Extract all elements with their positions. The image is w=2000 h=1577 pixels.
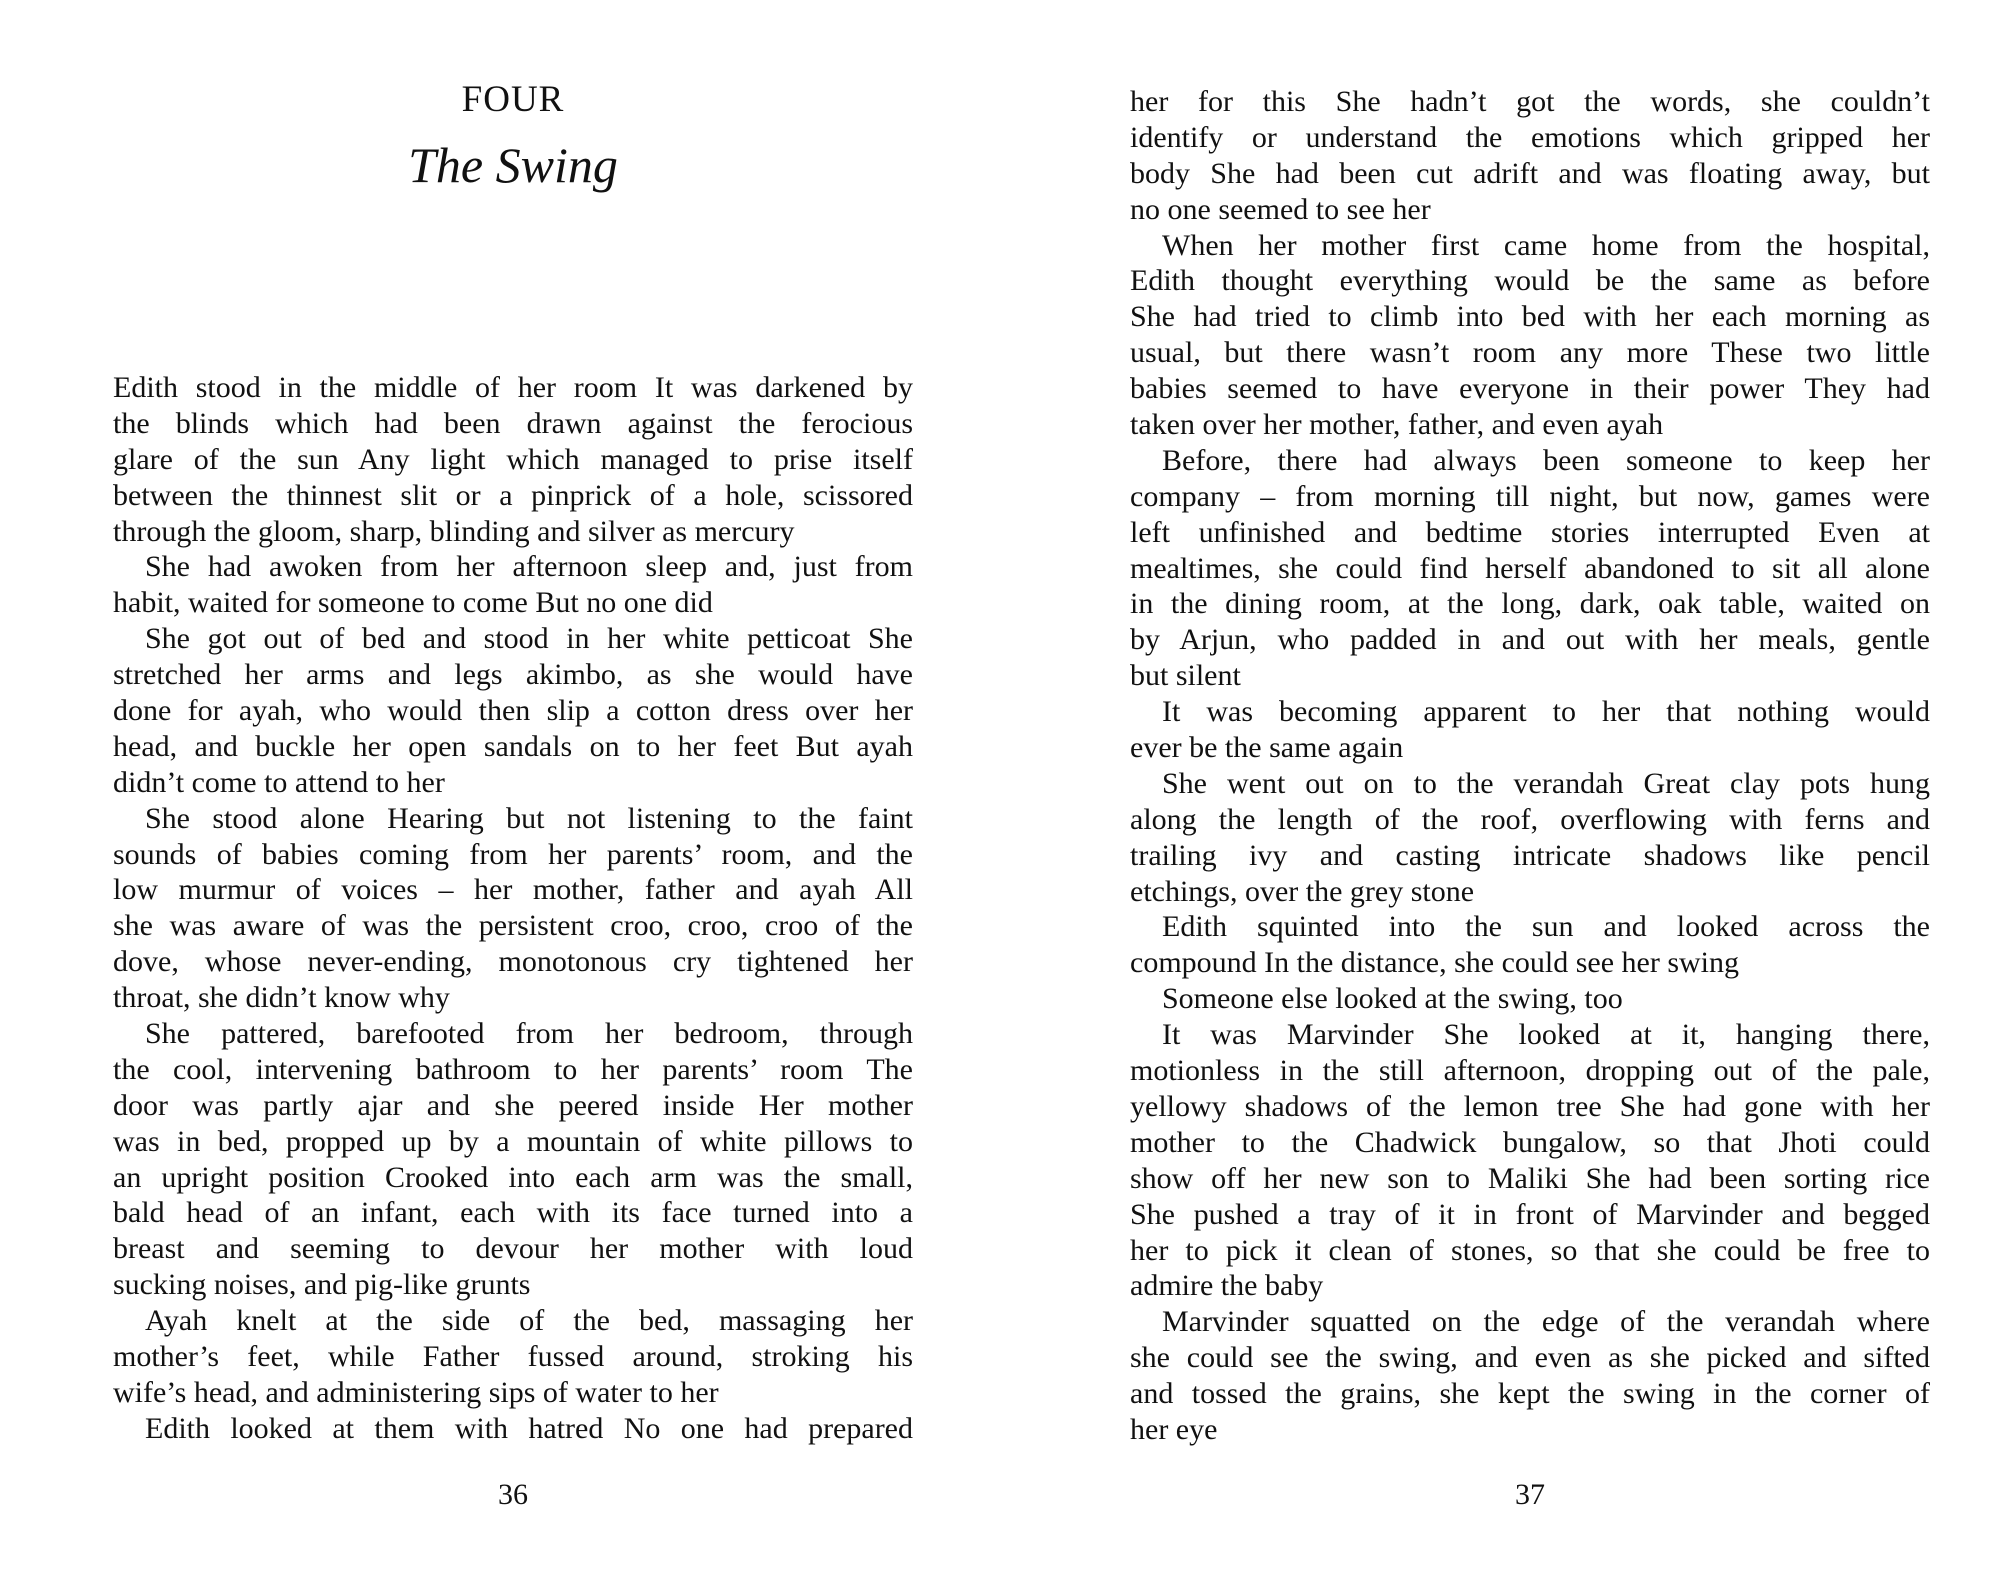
text-line: She had tried to climb into bed with her each morning as — [1130, 300, 1930, 334]
text-line: Someone else looked at the swing, too — [1162, 982, 1623, 1016]
text-line: wife’s head, and administering sips of water to her — [113, 1375, 719, 1409]
text-line: her eye — [1130, 1412, 1218, 1446]
text-line: bald head of an infant, each with its face turned into a — [113, 1196, 913, 1230]
text-line: motionless in the still afternoon, dropping out of the pale, — [1130, 1054, 1930, 1088]
text-line: sucking noises, and pig-like grunts — [113, 1268, 531, 1302]
right-body-text — [1130, 84, 1930, 1448]
left-page — [113, 0, 913, 1577]
text-line: the cool, intervening bathroom to her parents’ room The — [113, 1052, 913, 1086]
text-line: Edith thought everything would be the same as before — [1130, 264, 1930, 298]
text-line: babies seemed to have everyone in their power They had — [1130, 372, 1930, 406]
text-line: her to pick it clean of stones, so that she could be free to — [1130, 1233, 1930, 1267]
text-line: admire the baby — [1130, 1269, 1324, 1303]
text-line: mother to the Chadwick bungalow, so that Jhoti could — [1130, 1125, 1930, 1159]
text-line: dove, whose never-ending, monotonous cry tightened her — [113, 945, 913, 979]
text-line: Edith stood in the middle of her room It was darkened by — [113, 371, 913, 404]
text-line: she could see the swing, and even as she picked and sifted — [1130, 1341, 1930, 1375]
text-line: breast and seeming to devour her mother with loud — [113, 1232, 913, 1266]
text-line: taken over her mother, father, and even ayah — [1130, 408, 1664, 442]
text-line: along the length of the roof, overflowing with ferns and — [1130, 802, 1930, 836]
text-line: compound In the distance, she could see her swing — [1130, 946, 1740, 980]
right-page-number: 37 — [1515, 1478, 1545, 1511]
text-line: but silent — [1130, 659, 1241, 693]
text-line: head, and buckle her open sandals on to her feet But ayah — [113, 729, 913, 763]
text-line: body She had been cut adrift and was floating away, but — [1130, 156, 1930, 190]
text-line: Edith looked at them with hatred No one had prepared — [145, 1411, 913, 1445]
text-line: sounds of babies coming from her parents’ room, and the — [113, 837, 913, 871]
text-line: in the dining room, at the long, dark, oak table, waited on — [1130, 587, 1930, 621]
text-line: by Arjun, who padded in and out with her meals, gentle — [1130, 623, 1930, 657]
left-page-number: 36 — [498, 1478, 528, 1511]
text-line: It was Marvinder She looked at it, hanging there, — [1162, 1018, 1930, 1052]
text-line: It was becoming apparent to her that nothing would — [1162, 695, 1930, 729]
text-line: show off her new son to Maliki She had been sorting rice — [1130, 1161, 1930, 1195]
text-line: was in bed, propped up by a mountain of white pillows to — [113, 1124, 913, 1158]
text-line: glare of the sun Any light which managed to prise itself — [113, 442, 913, 476]
text-line: company – from morning till night, but now, games were — [1130, 479, 1930, 513]
text-line: habit, waited for someone to come But no one did — [113, 586, 713, 620]
text-line: trailing ivy and casting intricate shadows like pencil — [1130, 838, 1930, 872]
text-line: left unfinished and bedtime stories interrupted Even at — [1130, 515, 1930, 549]
text-line: She went out on to the verandah Great clay pots hung — [1162, 766, 1930, 800]
text-line: She pushed a tray of it in front of Marvinder and begged — [1130, 1197, 1930, 1231]
text-line: Marvinder squatted on the edge of the verandah where — [1162, 1305, 1930, 1339]
text-line: didn’t come to attend to her — [113, 765, 445, 799]
text-line: identify or understand the emotions which gripped her — [1130, 120, 1930, 154]
text-line: she was aware of was the persistent croo, croo, croo of the — [113, 909, 913, 943]
text-line: low murmur of voices – her mother, father and ayah All — [113, 873, 913, 907]
text-line: stretched her arms and legs akimbo, as she would have — [113, 658, 913, 692]
text-line: an upright position Crooked into each arm was the small, — [113, 1160, 913, 1194]
chapter-title: The Swing — [408, 137, 618, 193]
text-line: etchings, over the grey stone — [1130, 874, 1475, 908]
text-line: She had awoken from her afternoon sleep and, just from — [145, 550, 913, 584]
text-line: She got out of bed and stood in her white petticoat She — [145, 622, 913, 656]
text-line: and tossed the grains, she kept the swing in the corner of — [1130, 1377, 1930, 1411]
text-line: She pattered, barefooted from her bedroom, through — [145, 1017, 913, 1051]
chapter-number: FOUR — [461, 79, 565, 120]
text-line: door was partly ajar and she peered inside Her mother — [113, 1088, 913, 1122]
text-line: When her mother first came home from the hospital, — [1162, 228, 1930, 262]
left-body-text — [113, 370, 913, 1447]
text-line: throat, she didn’t know why — [113, 981, 450, 1015]
text-line: Ayah knelt at the side of the bed, massaging her — [145, 1304, 913, 1338]
text-line: the blinds which had been drawn against the ferocious — [113, 406, 913, 440]
text-line: no one seemed to see her — [1130, 192, 1431, 226]
text-line: mealtimes, she could find herself abandoned to sit all alone — [1130, 551, 1930, 585]
text-line: usual, but there wasn’t room any more These two little — [1130, 336, 1930, 370]
text-line: ever be the same again — [1130, 731, 1404, 765]
text-line: her for this She hadn’t got the words, she couldn’t — [1130, 85, 1930, 118]
text-line: through the gloom, sharp, blinding and silver as mercury — [113, 514, 795, 548]
text-line: done for ayah, who would then slip a cotton dress over her — [113, 694, 913, 728]
text-line: She stood alone Hearing but not listening to the faint — [145, 801, 913, 835]
text-line: Before, there had always been someone to keep her — [1162, 443, 1930, 477]
text-line: between the thinnest slit or a pinprick of a hole, scissored — [113, 478, 913, 512]
right-page — [1130, 0, 1930, 1577]
text-line: Edith squinted into the sun and looked across the — [1162, 910, 1930, 944]
text-line: yellowy shadows of the lemon tree She had gone with her — [1130, 1089, 1930, 1123]
text-line: mother’s feet, while Father fussed around, stroking his — [113, 1340, 913, 1374]
